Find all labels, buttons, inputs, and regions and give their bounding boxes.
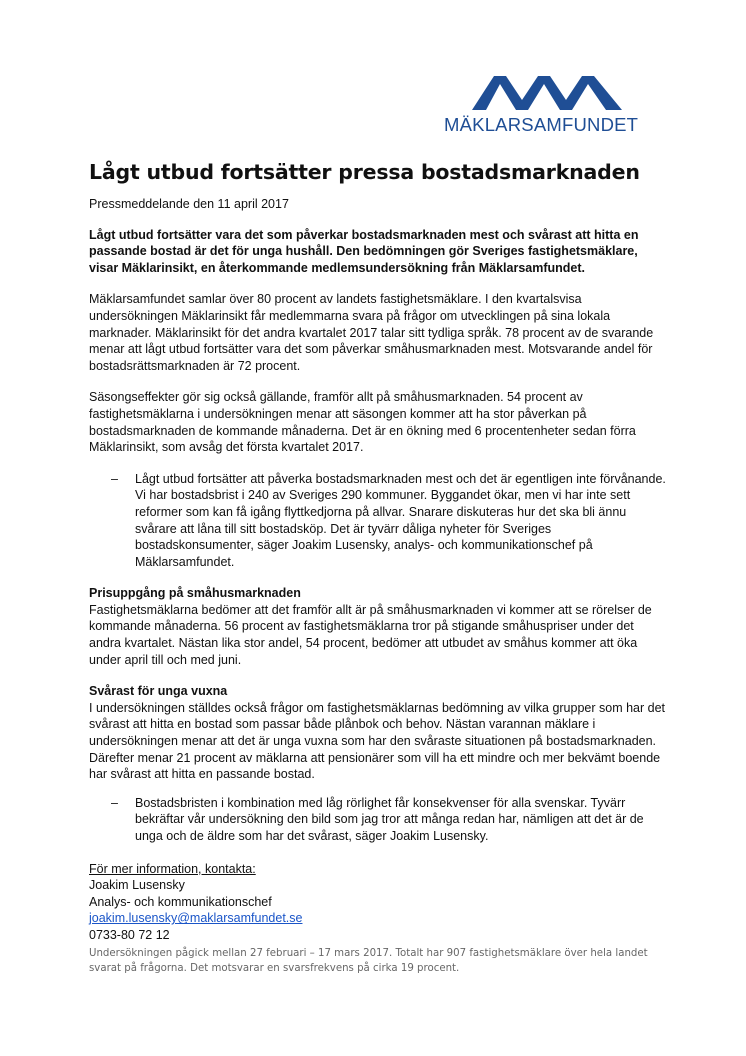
section-heading-1: Prisuppgång på småhusmarknaden xyxy=(89,586,301,601)
maklarsamfundet-logo xyxy=(444,72,650,138)
quote-block-1 xyxy=(89,471,669,571)
section-prisuppgang xyxy=(89,585,669,668)
section-text-1: Fastighetsmäklarna bedömer att det framför allt är på småhusmarknaden vi kommer att se rörelser de kommande månaderna. 56 procent av fastighetsmäklarna tror på stigande småhuspriser under det andra kvartalet. Nästan lika stor andel, 54 procent, bedömer att utbudet av småhus kommer att öka under april till och med juni. xyxy=(89,602,652,667)
contact-name: Joakim Lusensky xyxy=(89,878,185,893)
quote-dash: – xyxy=(111,471,118,486)
page-title: Lågt utbud fortsätter pressa bostadsmarknaden xyxy=(89,160,640,184)
section-text-2: I undersökningen ställdes också frågor om fastighetsmäklarnas bedömning av vilka grupper som har det svårast att hitta en bostad som passar både plånbok och behov. Nästan varannan mäklare i undersökningen menar att det är unga vuxna som har den svåraste situationen på bostadsmarknaden. Därefter menar 21 procent av mäklarna att pensionärer som vill ha ett mindre och mer bekvämt boende har svårast att hitta en passande bostad. xyxy=(89,700,666,782)
release-date: Pressmeddelande den 11 april 2017 xyxy=(89,197,289,211)
survey-footnote: Undersökningen pågick mellan 27 februari – 17 mars 2017. Totalt har 907 fastighetsmäklare över hela landet svarat på frågorna. Det motsvarar en svarsfrekvens på cirka 19 procent. xyxy=(89,947,648,975)
quote-block-2 xyxy=(89,795,669,845)
quote-text-1: Lågt utbud fortsätter att påverka bostadsmarknaden mest och det är egentligen inte förvånande. Vi har bostadsbrist i 240 av Sveriges 290 kommuner. Byggandet ökar, men vi har inte sett reformer som kan få igång flyttkedjorna på allvar. Snarare diskuteras hur det ska bli ännu svårare att låna till sitt bostadsköp. Det är tyvärr dåliga nyheter för Sveriges bostadskonsumenter, säger Joakim Lusensky, analys- och kommunikationschef på Mäklarsamfundet. xyxy=(135,471,666,569)
body-paragraph-1: Mäklarsamfundet samlar över 80 procent av landets fastighetsmäklare. I den kvartalsvisa undersökningen Mäklarinsikt får medlemmarna svara på frågor om utvecklingen på sina lokala marknader. Mäklarinsikt för det andra kvartalet 2017 talar sitt tydliga språk. 78 procent av de svarande menar att lågt utbud fortsätter vara det som påverkar småhusmarknaden mest. Motsvarande andel för bostadsrättsmarknaden är 72 procent. xyxy=(89,292,654,373)
body-paragraph-2: Säsongseffekter gör sig också gällande, framför allt på småhusmarknaden. 54 procent av fastighetsmäklarna i undersökningen menar att säsongen kommer att ha stor påverkan på bostadsmarknaden de kommande månaderna. Det är en ökning med 6 procentenheter sedan förra Mäklarinsikt, som avsåg det första kvartalet 2017. xyxy=(89,390,636,455)
section-unga-vuxna xyxy=(89,683,669,783)
section-heading-2: Svårast för unga vuxna xyxy=(89,684,228,699)
roof-logo-icon xyxy=(472,72,622,112)
contact-heading: För mer information, kontakta: xyxy=(89,861,256,876)
contact-email-link[interactable]: joakim.lusensky@maklarsamfundet.se xyxy=(89,911,303,926)
contact-block xyxy=(89,861,669,944)
contact-phone: 0733-80 72 12 xyxy=(89,927,170,942)
lead-paragraph: Lågt utbud fortsätter vara det som påverkar bostadsmarknaden mest och svårast att hitta en passande bostad är det för unga hushåll. Den bedömningen gör Sveriges fastighetsmäklare, visar Mäklarinsikt, en återkommande medlemsundersökning från Mäklarsamfundet. xyxy=(89,227,639,275)
press-release xyxy=(89,160,669,977)
quote-dash: – xyxy=(111,795,118,810)
quote-text-2: Bostadsbristen i kombination med låg rörlighet får konsekvenser för alla svenskar. Tyvärr bekräftar vår undersökning den bild som jag tror att många redan har, nämligen att det är de unga och de äldre som har det svårast, säger Joakim Lusensky. xyxy=(135,795,644,843)
logo-wordmark: MÄKLARSAMFUNDET xyxy=(444,114,639,135)
contact-role: Analys- och kommunikationschef xyxy=(89,894,272,909)
